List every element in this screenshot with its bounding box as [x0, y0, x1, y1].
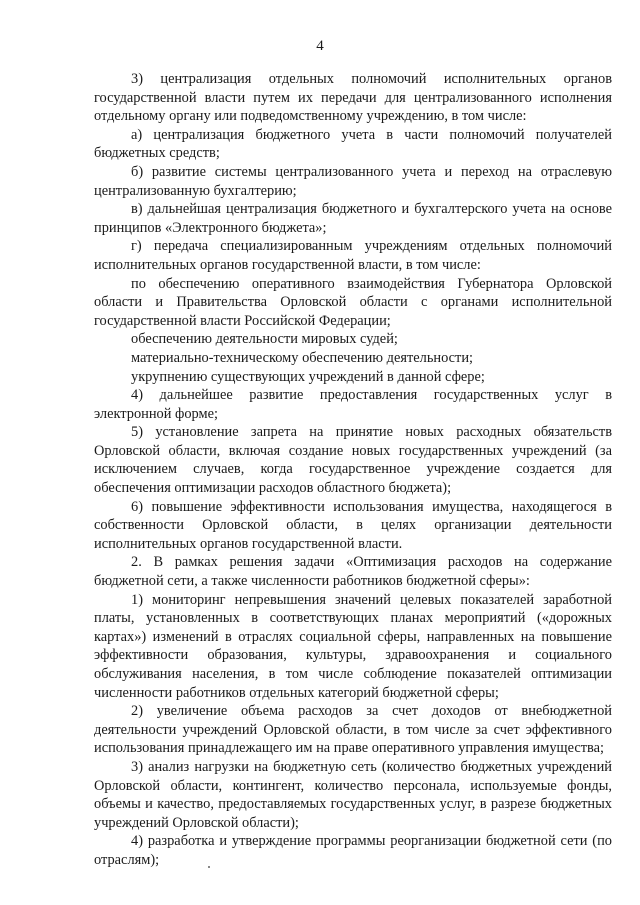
paragraph-item-a: а) централизация бюджетного учета в части полномочий получателей бюджетных средств; [94, 126, 612, 162]
paragraph-expenses-increase: 2) увеличение объема расходов за счет доходов от внебюджетной деятельности учреждений Орловской области, в том числе за счет эффективного использования принадлежащего им на праве оперативного управления имущества; [94, 703, 612, 757]
paragraph-monitoring: 1) мониторинг непревышения значений целевых показателей заработной платы, установленных в соответствующих планах мероприятий («дорожных картах») изменений в отраслях социальной сферы, направленных на повышение эффективности образования, культуры, здравоохранения и социального обслуживания населения, в том числе соблюдение показателей оптимизации численности работников отдельных категорий бюджетной сферы; [94, 591, 612, 701]
page-number: 4 [316, 38, 324, 54]
paragraph-interaction: по обеспечению оперативного взаимодействия Губернатора Орловской области и Правительства Орловской области с органами исполнительной государственной власти Российской Федерации; [94, 275, 612, 329]
paragraph-material-support: материально-техническому обеспечению деятельности; [131, 349, 474, 366]
scan-speck [208, 866, 210, 868]
paragraph-item-b: б) развитие системы централизованного учета и переход на отраслевую централизованную бухгалтерию; [94, 163, 612, 199]
paragraph-item-v: в) дальнейшая централизация бюджетного и бухгалтерского учета на основе принципов «Электронного бюджета»; [94, 201, 612, 236]
document-body [94, 70, 612, 870]
paragraph-centralization: 3) централизация отдельных полномочий исполнительных органов государственной власти путем их передачи для централизованного исполнения отдельному органу или подведомственному учреждению, в том числе: [94, 71, 612, 125]
paragraph-magistrates: обеспечению деятельности мировых судей; [131, 331, 398, 348]
paragraph-item-5: 5) установление запрета на принятие новых расходных обязательств Орловской области, включая создание новых государственных учреждений (за исключением случаев, когда государственное учреждение создается для обеспечения оптимизации расходов областного бюджета); [94, 424, 612, 497]
paragraph-item-6: 6) повышение эффективности использования имущества, находящегося в собственности Орловской области, в целях организации деятельности исполнительных органов государственной власти. [94, 498, 612, 552]
paragraph-load-analysis: 3) анализ нагрузки на бюджетную сеть (количество бюджетных учреждений Орловской области, контингент, количество персонала, используемые фонды, объемы и качество, предоставляемых государственных услуг, в разрезе бюджетных учреждений Орловской области); [94, 758, 612, 831]
paragraph-section-2: 2. В рамках решения задачи «Оптимизация расходов на содержание бюджетной сети, а также численности работников бюджетной сферы»: [94, 554, 612, 590]
paragraph-consolidation: укрупнению существующих учреждений в данной сфере; [131, 368, 485, 385]
paragraph-reorganization: 4) разработка и утверждение программы реорганизации бюджетной сети (по отраслям); [94, 833, 612, 868]
paragraph-item-g: г) передача специализированным учреждениям отдельных полномочий исполнительных органов государственной власти, в том числе: [94, 238, 612, 273]
paragraph-item-4: 4) дальнейшее развитие предоставления государственных услуг в электронной форме; [94, 387, 612, 422]
